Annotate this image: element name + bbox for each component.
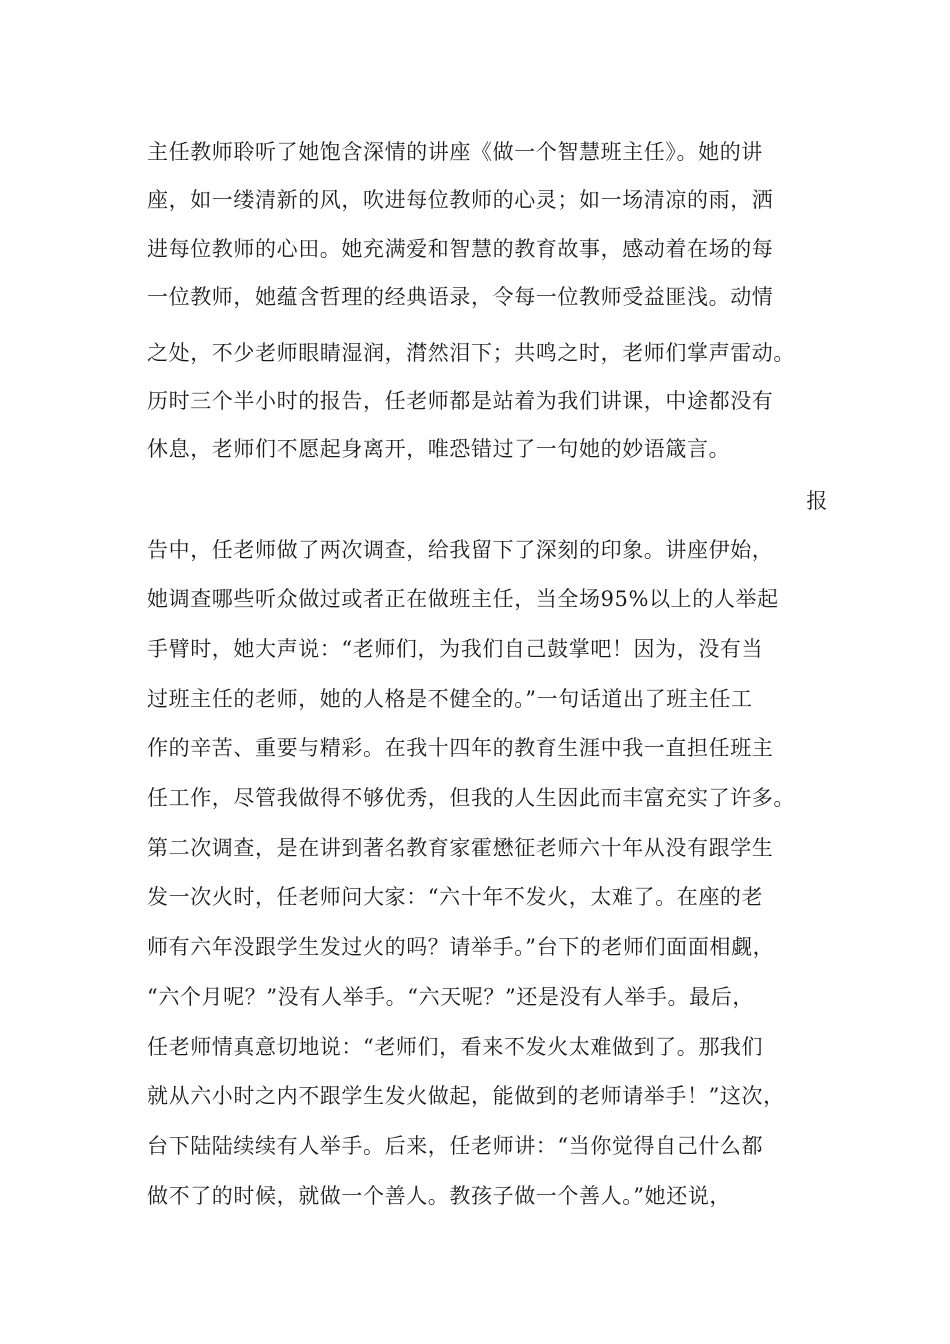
text-line: 历时三个半小时的报告，任老师都是站着为我们讲课，中途都没有 <box>147 389 774 413</box>
text-line: 台下陆陆续续有人举手。后来，任老师讲：“当你觉得自己什么都 <box>147 1134 764 1158</box>
text-line: 第二次调查，是在讲到著名教育家霍懋征老师六十年从没有跟学生 <box>147 836 774 860</box>
text-line: 座，如一缕清新的风，吹进每位教师的心灵；如一场清凉的雨，洒 <box>147 188 774 212</box>
text-line: 她调查哪些听众做过或者正在做班主任，当全场95%以上的人举起 <box>147 587 779 611</box>
text-line: 任工作，尽管我做得不够优秀，但我的人生因此而丰富充实了许多。 <box>147 786 795 810</box>
text-line: 就从六小时之内不跟学生发火做起，能做到的老师请举手！”这次， <box>147 1084 785 1108</box>
text-line: 进每位教师的心田。她充满爱和智慧的教育故事，感动着在场的每 <box>147 237 774 261</box>
text-line: 之处，不少老师眼睛湿润，潸然泪下；共鸣之时，老师们掌声雷动。 <box>147 341 795 365</box>
text-line: 报 <box>806 489 828 513</box>
text-line: 师有六年没跟学生发过火的吗？请举手。”台下的老师们面面相觑， <box>147 935 775 959</box>
text-line: 任老师情真意切地说：“老师们，看来不发火太难做到了。那我们 <box>147 1035 764 1059</box>
text-line: 手臂时，她大声说：“老师们，为我们自己鼓掌吧！因为，没有当 <box>147 637 764 661</box>
text-line: 告中，任老师做了两次调查，给我留下了深刻的印象。讲座伊始， <box>147 538 774 562</box>
text-line: 主任教师聆听了她饱含深情的讲座《做一个智慧班主任》。她的讲 <box>147 140 763 164</box>
text-line: “六个月呢？”没有人举手。“六天呢？”还是没有人举手。最后， <box>147 985 754 1009</box>
text-line: 发一次火时，任老师问大家：“六十年不发火，太难了。在座的老 <box>147 885 764 909</box>
text-line: 做不了的时候，就做一个善人。教孩子做一个善人。”她还说， <box>147 1184 732 1208</box>
text-line: 一位教师，她蕴含哲理的经典语录，令每一位教师受益匪浅。动情 <box>147 285 774 309</box>
text-line: 休息，老师们不愿起身离开，唯恐错过了一句她的妙语箴言。 <box>147 437 731 461</box>
text-line: 作的辛苦、重要与精彩。在我十四年的教育生涯中我一直担任班主 <box>147 736 774 760</box>
text-line: 过班主任的老师，她的人格是不健全的。”一句话道出了班主任工 <box>147 687 753 711</box>
